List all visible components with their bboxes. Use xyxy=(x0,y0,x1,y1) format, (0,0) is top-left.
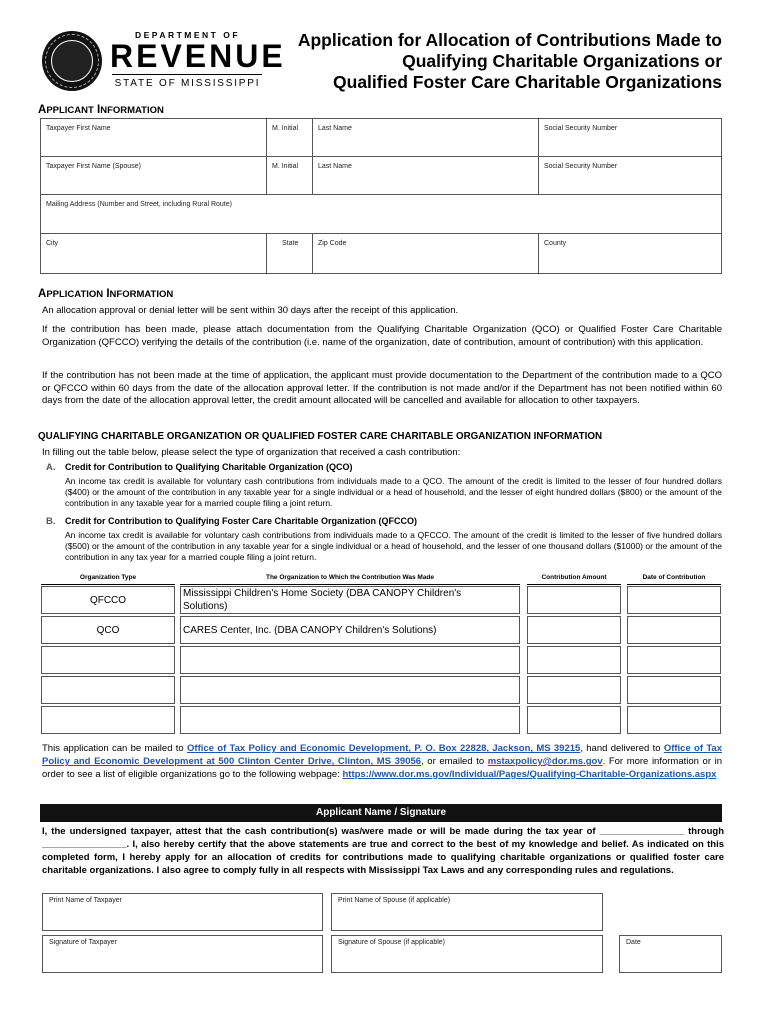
application-p3: If the contribution has not been made at the time of application, the applicant must provide documentation to the Department of the contribution made to a QCO or QFCCO within 60 days from the date of the allocation approval letter. If the contribution is not made and/or if the Department has not been notified within 60 days from the date of the allocation approval letter, the credit amount allocated will be cancelled and available for allocation to other taxpayers. xyxy=(42,370,722,406)
row5-type[interactable] xyxy=(41,706,175,734)
print-name-taxpayer-field[interactable]: Print Name of Taxpayer xyxy=(42,893,323,931)
state-line: STATE OF MISSISSIPPI xyxy=(114,78,261,89)
website-link[interactable]: https://www.dor.ms.gov/Individual/Pages/Qualifying-Charitable-Organizations.aspx xyxy=(342,769,717,780)
row1-amount[interactable] xyxy=(527,586,621,614)
application-heading: APPLICATION INFORMATION xyxy=(38,288,174,300)
row3-org[interactable] xyxy=(180,646,520,674)
option-a-letter: A. xyxy=(46,462,56,473)
signature-bar: Applicant Name / Signature xyxy=(40,804,722,822)
applicant-heading: APPLICANT INFORMATION xyxy=(38,104,164,116)
qco-intro: In filling out the table below, please select the type of organization that received a cash contribution: xyxy=(42,447,461,458)
spouse-ssn-field[interactable]: Social Security Number xyxy=(544,163,618,170)
email-link[interactable]: mstaxpolicy@dor.ms.gov xyxy=(487,756,603,767)
dept-line: DEPARTMENT OF xyxy=(134,30,241,40)
mail-address-link[interactable]: Office of Tax Policy and Economic Development, P. O. Box 22828, Jackson, MS 39215 xyxy=(187,743,581,754)
signature-taxpayer-field[interactable]: Signature of Taxpayer xyxy=(42,935,323,973)
spouse-last-name-field[interactable]: Last Name xyxy=(318,163,352,170)
application-p1: An allocation approval or denial letter will be sent within 30 days after the receipt of this application. xyxy=(42,305,459,316)
row2-amount[interactable] xyxy=(527,616,621,644)
row3-amount[interactable] xyxy=(527,646,621,674)
row2-date[interactable] xyxy=(627,616,721,644)
qco-heading: QUALIFYING CHARITABLE ORGANIZATION OR QUALIFIED FOSTER CARE CHARITABLE ORGANIZATION INFORMATION xyxy=(38,431,603,442)
row4-amount[interactable] xyxy=(527,676,621,704)
header-org-type: Organization Type xyxy=(41,574,175,585)
ssn-field[interactable]: Social Security Number xyxy=(544,125,618,132)
option-b-title: Credit for Contribution to Qualifying Foster Care Charitable Organization (QFCCO) xyxy=(65,516,418,526)
application-p2: If the contribution has been made, please attach documentation from the Qualifying Charitable Organization (QCO) or Qualified Foster Care Charitable Organization (QFCCO) verifying the details of the contribution (i.e. name of the organization, date of contribution, amount of contribution) with this application. xyxy=(42,324,722,348)
option-b-letter: B. xyxy=(46,516,56,527)
row1-org[interactable]: Mississippi Children's Home Society (DBA CANOPY Children's Solutions) xyxy=(180,586,520,614)
row5-date[interactable] xyxy=(627,706,721,734)
row1-type[interactable]: QFCCO xyxy=(41,586,175,614)
header-org-name: The Organization to Which the Contribution Was Made xyxy=(180,574,520,585)
option-a-text: An income tax credit is available for voluntary cash contributions from individuals made to a QCO. The amount of the credit is limited to the lesser of four hundred dollars ($400) or the amount of the contribution in any taxable year for a single individual or a head of household, and the lesser of eight hundred dollars ($800) or the amount of the contribution in any taxable year for a married couple filing a joint return. xyxy=(65,476,722,508)
row3-date[interactable] xyxy=(627,646,721,674)
row1-date[interactable] xyxy=(627,586,721,614)
hand-deliver-link[interactable]: Office of Tax Policy and Economic Development at 500 Clinton Center Drive, Clinton, MS 39056 xyxy=(42,743,722,767)
signature-spouse-field[interactable]: Signature of Spouse (if applicable) xyxy=(331,935,603,973)
last-name-field[interactable]: Last Name xyxy=(318,125,352,132)
revenue-logo: REVENUE xyxy=(110,38,286,74)
mailing-address-field[interactable]: Mailing Address (Number and Street, including Rural Route) xyxy=(46,201,232,208)
option-a-title: Credit for Contribution to Qualifying Charitable Organization (QCO) xyxy=(65,462,353,472)
header-amount: Contribution Amount xyxy=(527,574,621,585)
header-date: Date of Contribution xyxy=(627,574,721,585)
city-field[interactable]: City xyxy=(46,240,59,247)
county-field[interactable]: County xyxy=(544,240,567,247)
middle-initial-field[interactable]: M. Initial xyxy=(272,125,299,132)
option-b-text: An income tax credit is available for voluntary cash contributions from individuals made to a QFCCO. The amount of the credit is limited to the lesser of five hundred dollars ($500) or the amount of the contribution in any taxable year for a single individual or a head of household, and the lesser of one thousand dollars ($1000) or the amount of the contribution in any tax year for a married couple filing a joint return. xyxy=(65,530,722,562)
applicant-box xyxy=(40,118,722,274)
spouse-middle-initial-field[interactable]: M. Initial xyxy=(272,163,299,170)
form-title: Application for Allocation of Contributions Made to Qualifying Charitable Organizations or Qualified Foster Care Charitable Organizations xyxy=(297,30,722,92)
row4-date[interactable] xyxy=(627,676,721,704)
first-name-field[interactable]: Taxpayer First Name xyxy=(46,125,111,132)
attestation-text: I, the undersigned taxpayer, attest that the cash contribution(s) was/were made or will be made during the tax year of ________________ through ________________. I, also hereby certify that the above statements are true and correct to the best of my knowledge and belief. As indicated on this completed form, I hereby apply for an allocation of credits for contributions made to qualifying charitable organizations or qualified foster care charitable organizations. I also agree to comply fully in all respects with Mississippi Tax Laws and any corresponding rules and regulations. xyxy=(42,826,724,876)
logo-divider xyxy=(112,74,262,75)
row2-type[interactable]: QCO xyxy=(41,616,175,644)
row3-type[interactable] xyxy=(41,646,175,674)
department-seal xyxy=(42,31,102,91)
state-field[interactable]: State xyxy=(282,240,299,247)
spouse-first-name-field[interactable]: Taxpayer First Name (Spouse) xyxy=(46,163,141,170)
zip-field[interactable]: Zip Code xyxy=(318,240,347,247)
row4-type[interactable] xyxy=(41,676,175,704)
row5-org[interactable] xyxy=(180,706,520,734)
date-field[interactable]: Date xyxy=(619,935,722,973)
mailing-paragraph: This application can be mailed to Office of Tax Policy and Economic Development, P. O. Box 22828, Jackson, MS 39215, hand delivered to Office of Tax Policy and Economic Development at 500 Clinton Center Drive, Clinton, MS 39056, or emailed to mstaxpolicy@dor.ms.gov. For more information or in order to see a list of eligible organizations go to the following webpage: https://www.dor.ms.gov/Individual/Pages/Qualifying-Charitable-Organizations.aspx xyxy=(42,743,722,780)
print-name-spouse-field[interactable]: Print Name of Spouse (if applicable) xyxy=(331,893,603,931)
row2-org[interactable]: CARES Center, Inc. (DBA CANOPY Children's Solutions) xyxy=(180,616,520,644)
row4-org[interactable] xyxy=(180,676,520,704)
row5-amount[interactable] xyxy=(527,706,621,734)
